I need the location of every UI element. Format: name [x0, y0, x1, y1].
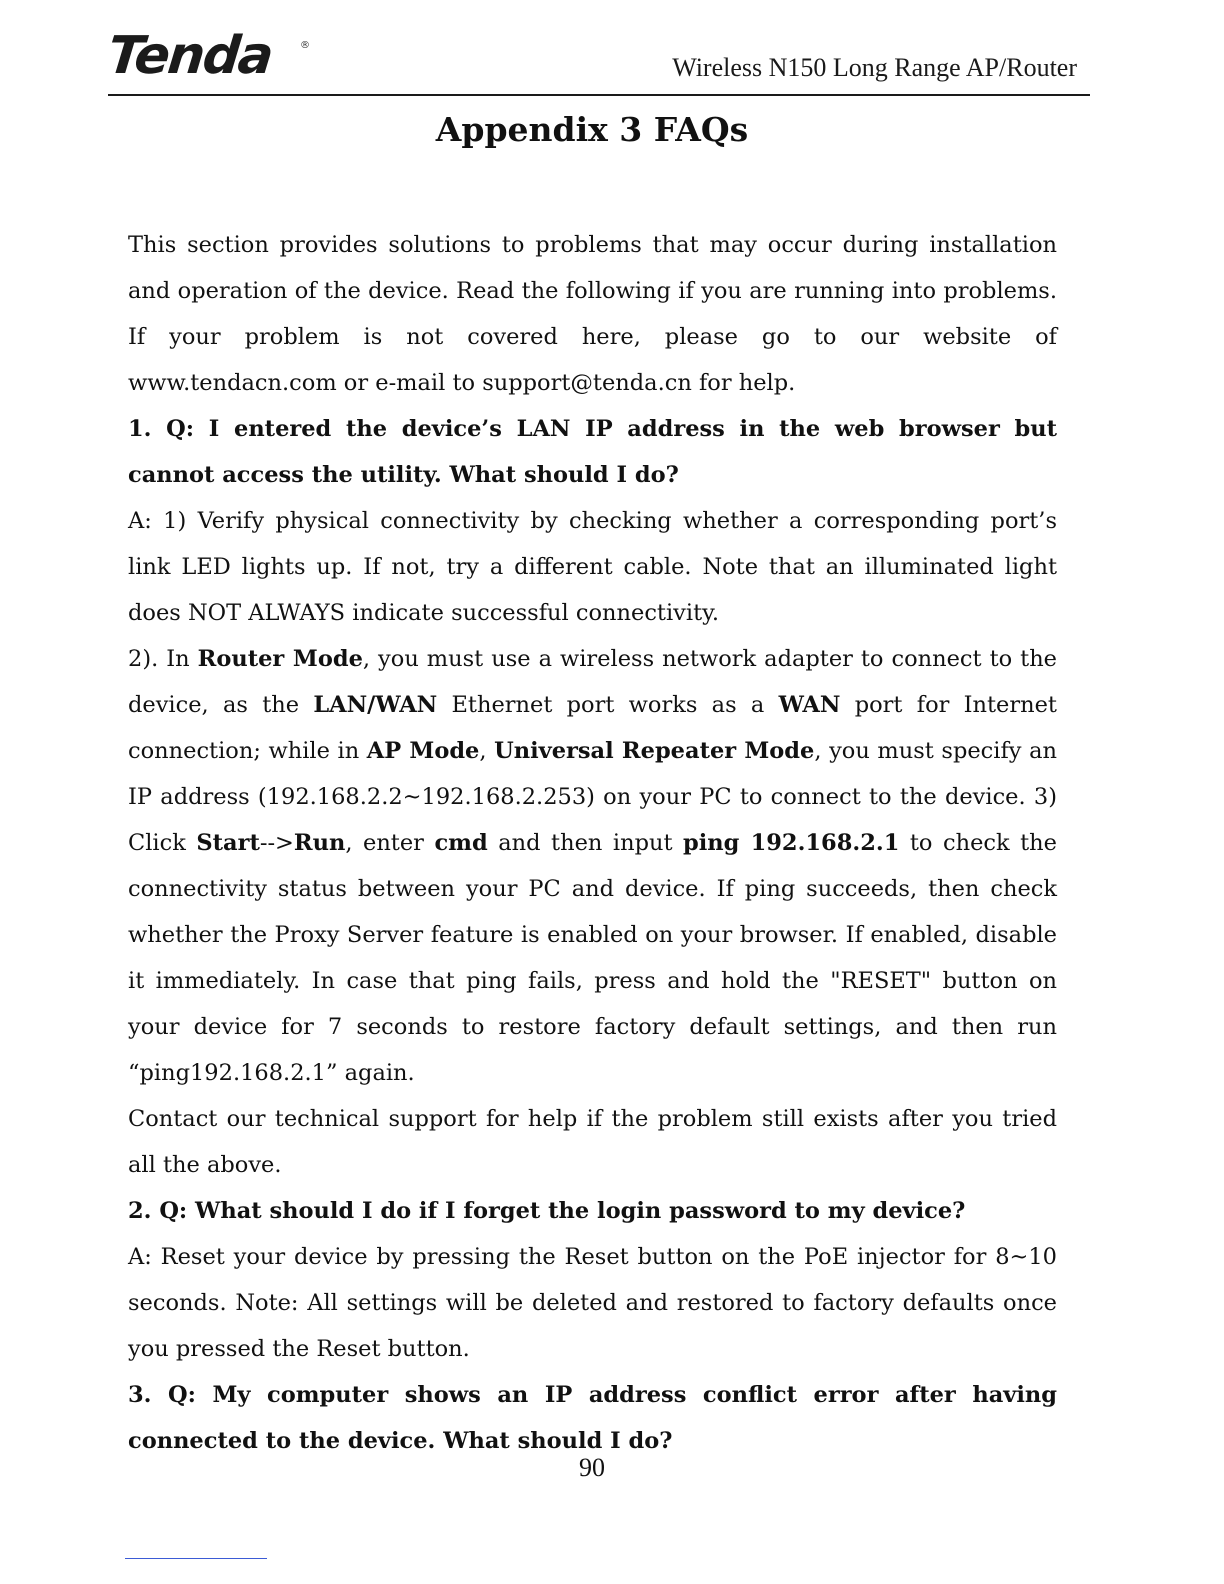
- intro-paragraph: This section provides solutions to problems that may occur during installation and operation of the device. Read the following if you are running into problems. If your problem is not covered here, please go to our website of www.tendacn.com or e-mail to support@tenda.cn for help.: [128, 232, 1057, 396]
- ping-command-term: ping 192.168.2.1: [683, 830, 900, 856]
- universal-repeater-mode-term: Universal Repeater Mode: [494, 738, 815, 764]
- faq-1-answer-part-1: A: 1) Verify physical connectivity by checking whether a corresponding port’s link LED lights up. If not, try a different cable. Note that an illuminated light does NOT ALWAYS indicate successful connectivity.: [128, 508, 1057, 626]
- text-run: port for Internet connection; while in: [128, 692, 1057, 764]
- lan-wan-term: LAN/WAN: [313, 692, 438, 718]
- ap-mode-term: AP Mode: [366, 738, 480, 764]
- text-run: , you must use a wireless network adapter to connect to the device, as the: [128, 646, 1058, 718]
- registered-mark: ®: [300, 40, 310, 51]
- faq-2-answer: A: Reset your device by pressing the Reset button on the PoE injector for 8~10 seconds. Note: All settings will be deleted and restored to factory defaults once you pressed the Reset button.: [128, 1244, 1057, 1362]
- footnote-divider: [125, 1558, 267, 1559]
- faq-2-question: 2. Q: What should I do if I forget the login password to my device?: [128, 1198, 966, 1224]
- faq-1-question: 1. Q: I entered the device’s LAN IP address in the web browser but cannot access the utility. What should I do?: [128, 416, 1057, 488]
- header-divider: [108, 94, 1090, 96]
- wan-term: WAN: [778, 692, 841, 718]
- text-run: , you must specify an IP address (192.168.2.2~192.168.2.253) on your PC to connect to the device. 3) Click: [128, 738, 1057, 856]
- faq-1-answer-part-3: Contact our technical support for help if the problem still exists after you tried all the above.: [128, 1106, 1057, 1178]
- header-title: Wireless N150 Long Range AP/Router: [672, 53, 1077, 82]
- text-run: to check the connectivity status between your PC and device. If ping succeeds, then check whether the Proxy Server feature is enabled on your browser. If enabled, disable it immediately. In case that ping fails, press and hold the "RESET" button on your device for 7 seconds to restore factory default settings, and then run “ping192.168.2.1” again.: [128, 830, 1057, 1086]
- page-number: 90: [579, 1453, 605, 1482]
- cmd-term: cmd: [434, 830, 488, 856]
- text-run: -->: [259, 830, 294, 856]
- tenda-logo: Tenda: [104, 26, 275, 86]
- faq-3-question: 3. Q: My computer shows an IP address conflict error after having connected to the device. What should I do?: [128, 1382, 1057, 1454]
- text-run: , enter: [345, 830, 435, 856]
- faq-1-answer-part-2: [128, 636, 1057, 1096]
- router-mode-term: Router Mode: [197, 646, 363, 672]
- page-title: Appendix 3 FAQs: [435, 110, 749, 149]
- run-term: Run: [293, 830, 346, 856]
- text-run: Ethernet port works as a: [437, 692, 779, 718]
- text-run: and then input: [487, 830, 684, 856]
- start-term: Start: [196, 830, 260, 856]
- text-run: 2). In: [128, 646, 198, 672]
- text-run: ,: [479, 738, 495, 764]
- document-body: [128, 222, 1057, 1464]
